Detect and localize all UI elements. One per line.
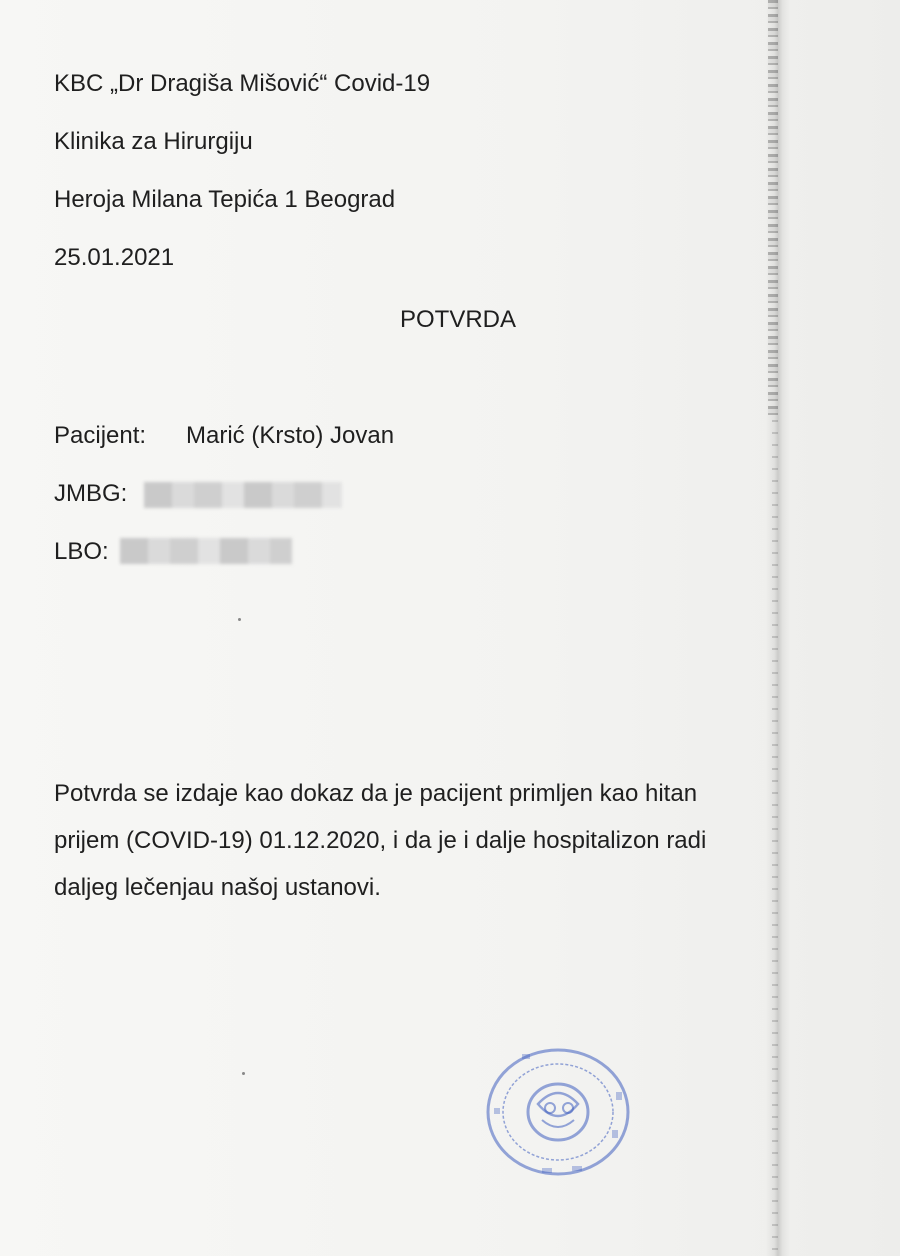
hospital-stamp [482,1042,634,1182]
paper-fold-crease [768,0,778,420]
speck [242,1072,245,1075]
jmbg-redacted-value [144,482,342,508]
institution-address: Heroja Milana Tepića 1 Beograd [54,186,396,213]
patient-label: Pacijent: [54,422,147,449]
speck [238,618,241,621]
clinic-name: Klinika za Hirurgiju [54,128,253,155]
jmbg-label: JMBG: [54,480,128,507]
confirmation-line-1: Potvrda se izdaje kao dokaz da je pacijent primljen kao hitan [54,780,698,807]
lbo-label: LBO: [54,538,109,565]
patient-name: Marić (Krsto) Jovan [186,422,395,449]
confirmation-line-2: prijem (COVID-19) 01.12.2020, i da je i dalje hospitalizon radi [54,827,707,854]
document-title: POTVRDA [400,306,517,333]
confirmation-line-3: daljeg lečenjau našoj ustanovi. [54,874,381,901]
confirmation-text [54,770,814,911]
issue-date: 25.01.2021 [54,244,175,271]
lbo-redacted-value [120,538,292,564]
institution-name: KBC „Dr Dragiša Mišović“ Covid-19 [54,70,431,97]
